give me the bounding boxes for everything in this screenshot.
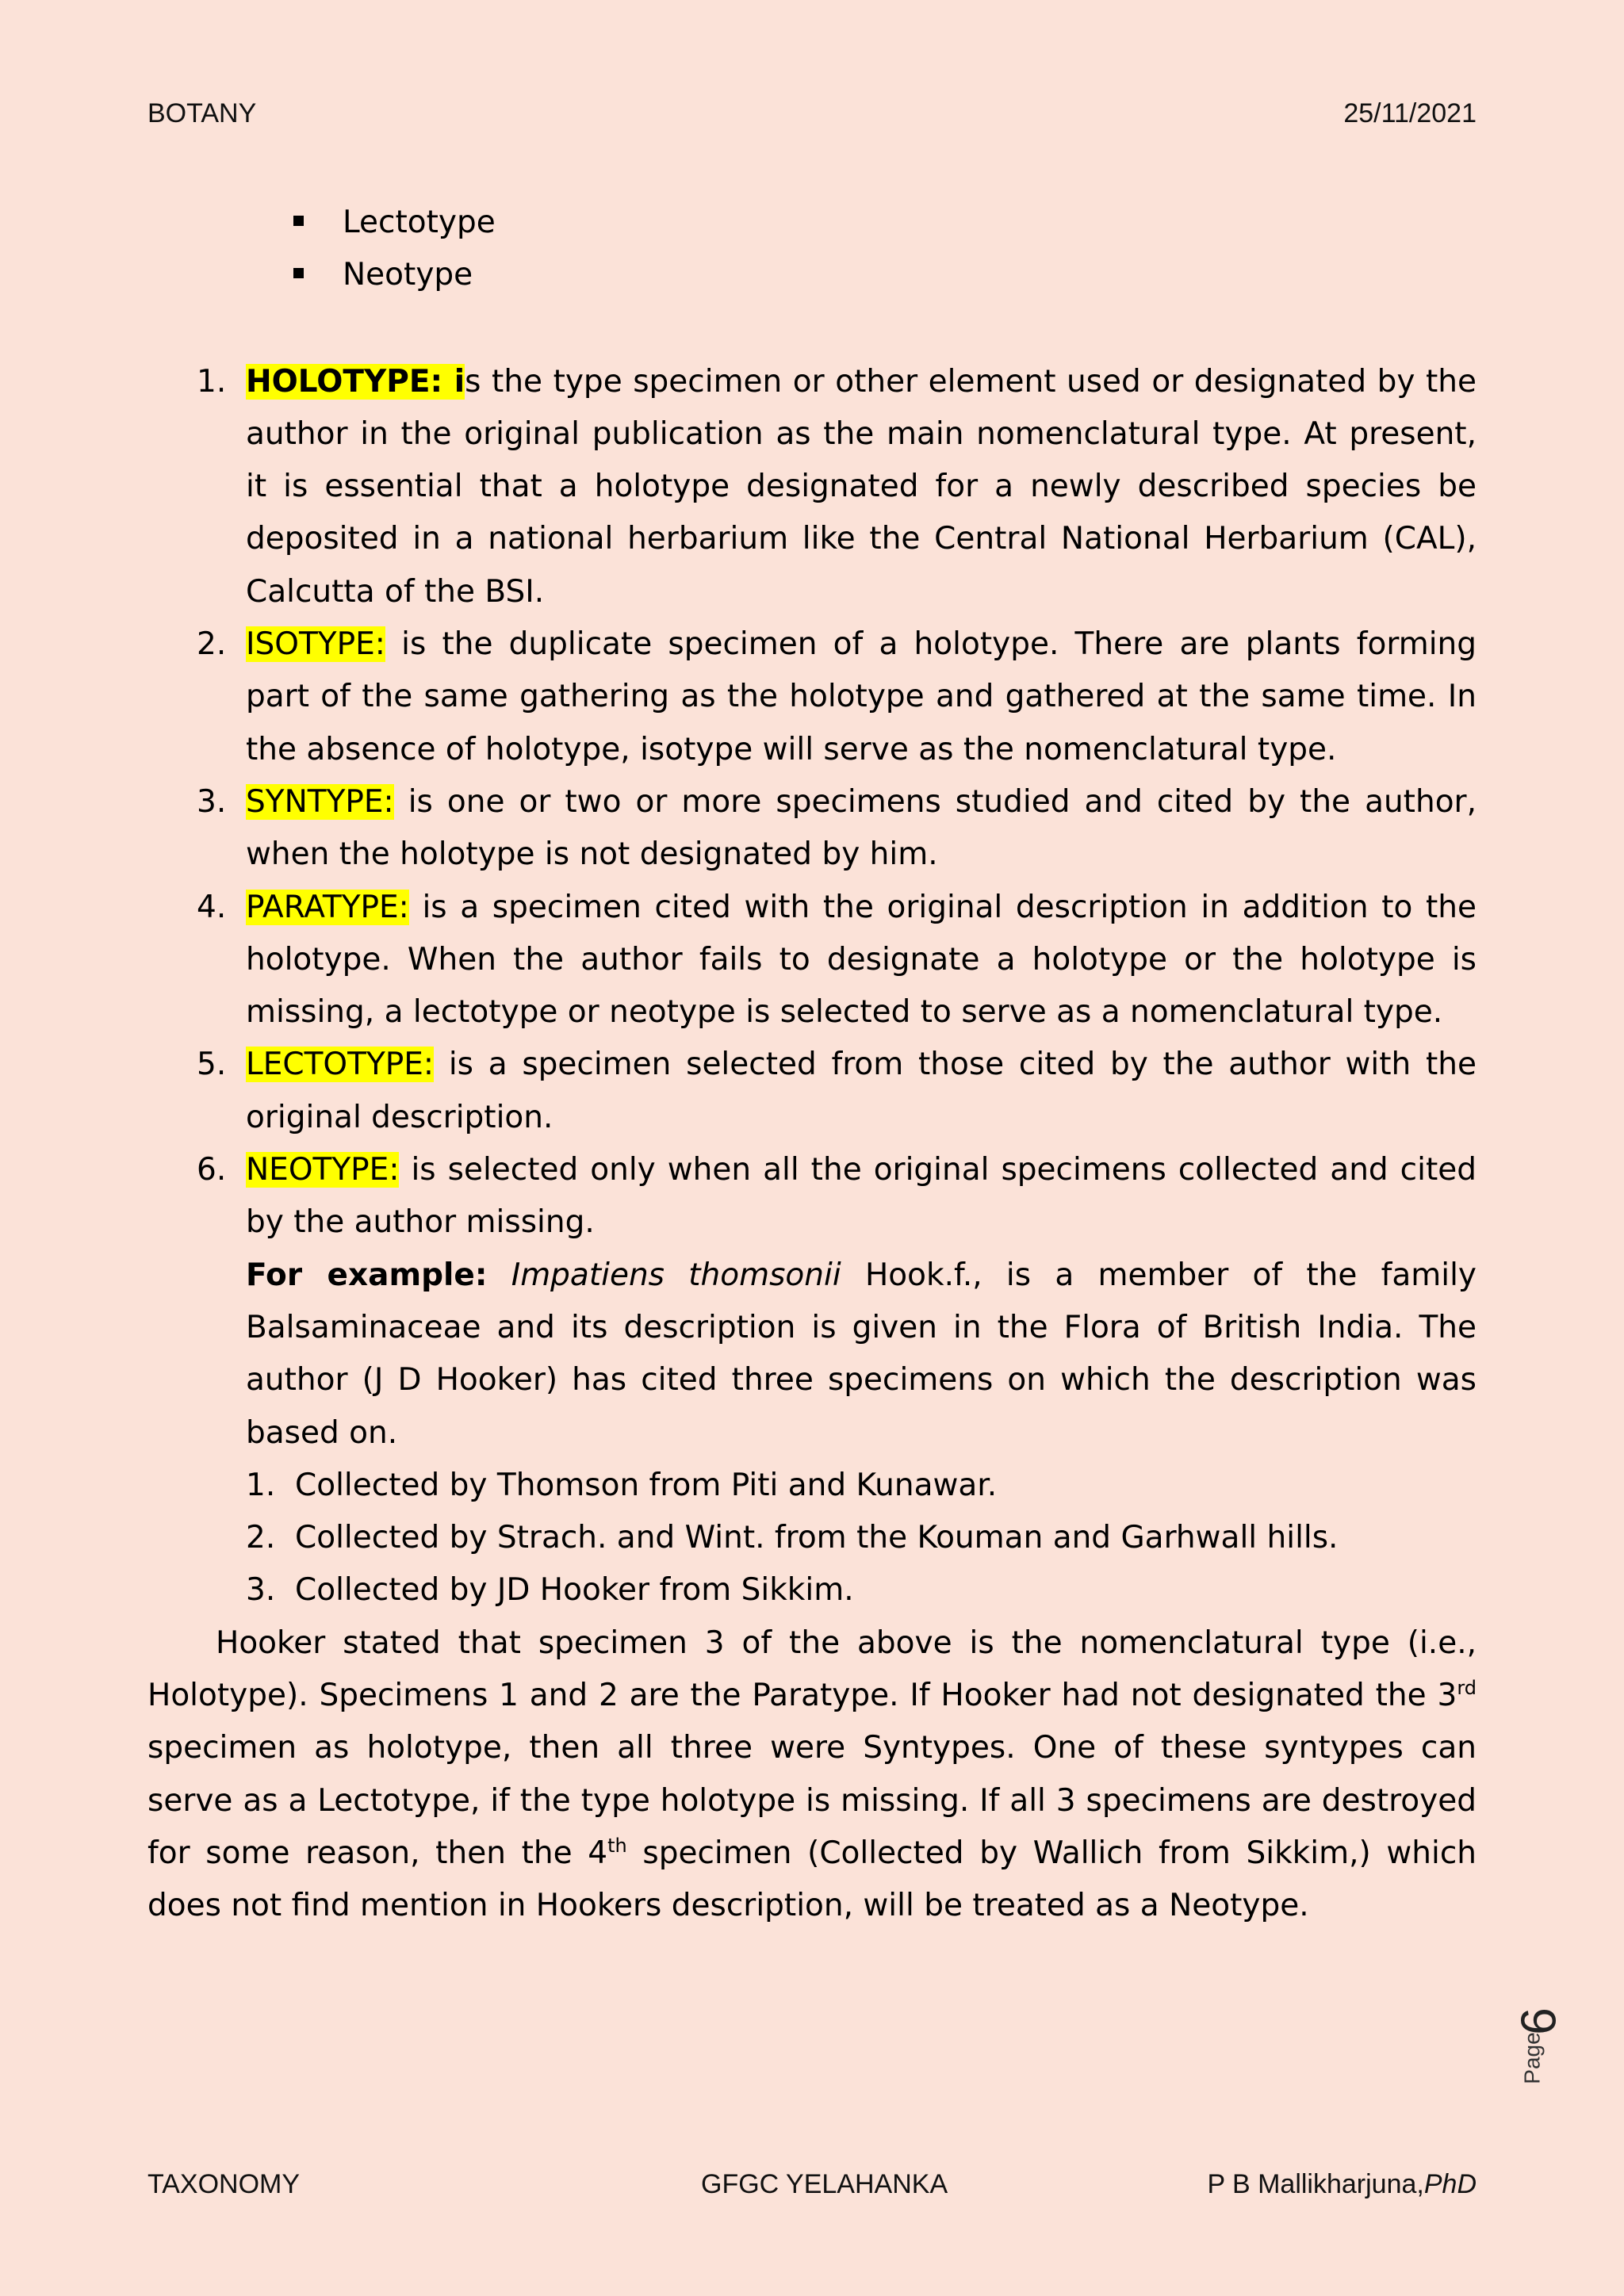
species-name: Impatiens thomsonii (511, 1257, 841, 1293)
definition-neotype (147, 1144, 1477, 1617)
example-label: For example: (246, 1257, 488, 1293)
page-number (1511, 1998, 1567, 2093)
term-neotype: NEOTYPE: (246, 1152, 400, 1188)
definition-syntype (147, 776, 1477, 882)
definition-text: is selected only when all the original specimens collected and cited by the author missing. (246, 1152, 1477, 1241)
term-paratype: PARATYPE: (246, 889, 409, 925)
specimen-list (246, 1460, 1477, 1617)
definition-isotype (147, 618, 1477, 776)
definition-holotype (147, 356, 1477, 618)
term-syntype: SYNTYPE: (246, 783, 394, 820)
item-number: 2. (197, 626, 227, 663)
definition-text: is one or two or more specimens studied and cited by the author, when the holotype is not designated by him. (246, 783, 1477, 873)
term-isotype: ISOTYPE: (246, 626, 385, 663)
definition-text: is a specimen selected from those cited by the author with the original description. (246, 1047, 1477, 1135)
page-number-value: 6 (1511, 2007, 1567, 2035)
example-paragraph (246, 1249, 1477, 1460)
item-number: 1. (197, 363, 227, 400)
footer-subject: TAXONOMY (147, 2169, 301, 2199)
item-number: 3. (197, 783, 227, 820)
definition-text: is the duplicate specimen of a holotype. There are plants forming part of the same gathering as the holotype and gathered at the same time. In the absence of holotype, isotype will serve as the nomenclatural type. (246, 626, 1477, 767)
footer-author: P B Mallikharjuna,PhD (1207, 2169, 1477, 2199)
definition-lectotype (147, 1039, 1477, 1144)
header-subject: BOTANY (147, 98, 257, 128)
list-item: 3. Collected by JD Hooker from Sikkim. (246, 1572, 854, 1609)
header-date: 25/11/2021 (1343, 98, 1477, 128)
example-text: Hook.f., is a member of the family Balsaminaceae and its description is given in the Flora of British India. The author (J D Hooker) has cited three specimens on which the description was based on. (246, 1257, 1477, 1451)
term-lectotype: LECTOTYPE: (246, 1047, 435, 1083)
footer-college: GFGC YELAHANKA (701, 2169, 948, 2199)
definition-paratype (147, 882, 1477, 1039)
list-item: Lectotype (293, 197, 1477, 249)
list-item: 2. Collected by Strach. and Wint. from the Kouman and Garhwall hills. (246, 1520, 1339, 1556)
list-item: 1. Collected by Thomson from Piti and Kunawar. (246, 1467, 998, 1503)
page-content (147, 197, 1477, 1933)
list-item: Neotype (293, 249, 1477, 301)
term-holotype: HOLOTYPE: i (246, 363, 465, 400)
item-number: 6. (197, 1152, 227, 1188)
definition-text: s the type specimen or other element used or designated by the author in the original publication as the main nomenclatural type. At present, it is essential that a holotype designated for a newly described species be deposited in a national herbarium like the Central National Herbarium (CAL), Calcutta of the BSI. (246, 363, 1477, 610)
type-definitions-list (147, 356, 1477, 1617)
type-bullet-list (147, 197, 1477, 302)
page-label: Page (1519, 2032, 1545, 2084)
closing-paragraph: Hooker stated that specimen 3 of the above is the nomenclatural type (i.e., Holotype). Specimens 1 and 2 are the Paratype. If Hooker had not designated the 3rd specimen as holotype, then all three were Syntypes. One of these syntypes can serve as a Lectotype, if the type holotype is missing. If all 3 specimens are destroyed for some reason, then the 4th specimen (Collected by Wallich from Sikkim,) which does not find mention in Hookers description, will be treated as a Neotype. (147, 1624, 1477, 1924)
item-number: 4. (197, 889, 227, 925)
item-number: 5. (197, 1047, 227, 1083)
definition-text: is a specimen cited with the original description in addition to the holotype. When the author fails to designate a holotype or the holotype is missing, a lectotype or neotype is selected to serve as a nomenclatural type. (246, 889, 1477, 1031)
